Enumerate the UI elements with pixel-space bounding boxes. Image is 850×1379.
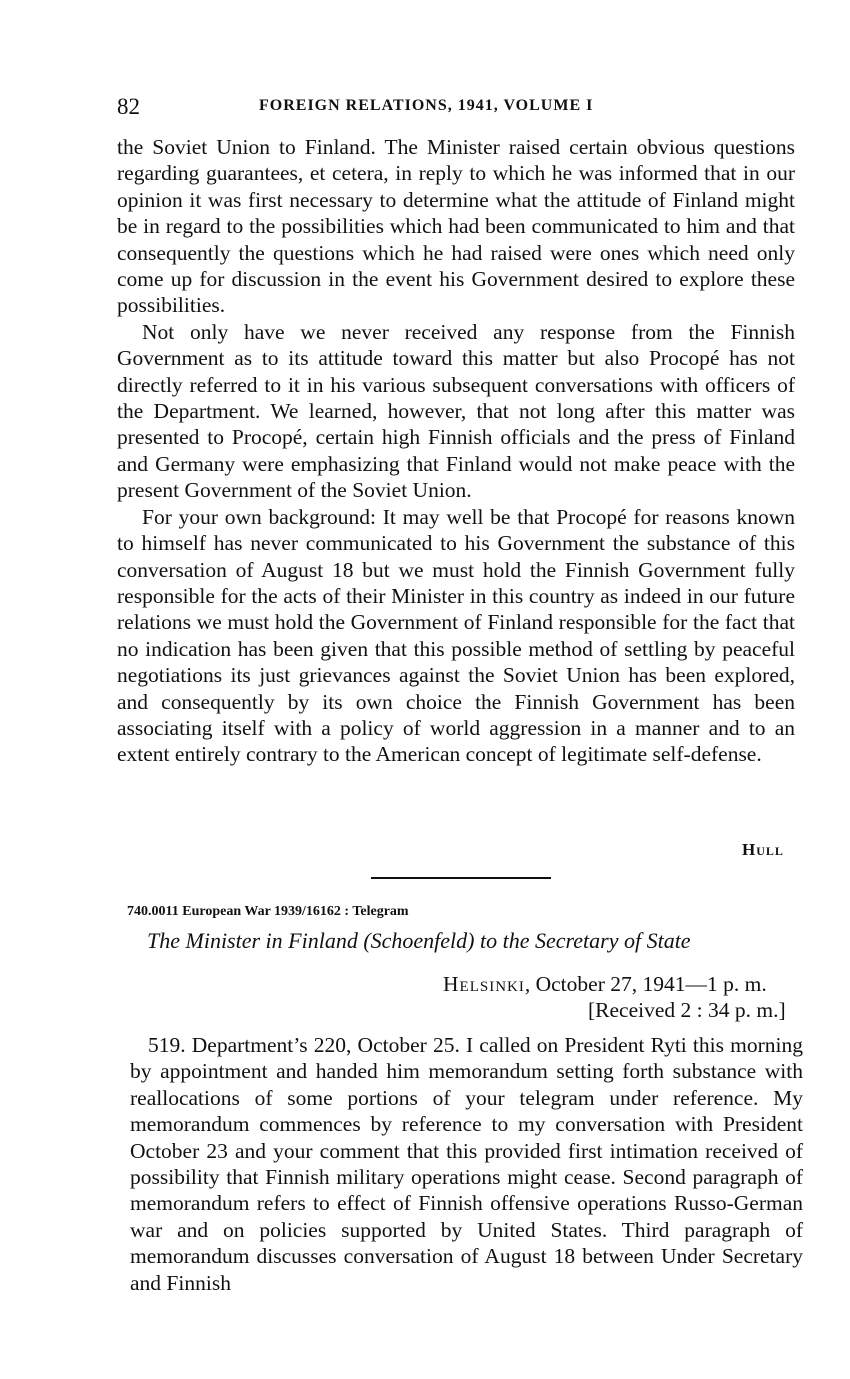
letter-paragraph: For your own background: It may well be that Procopé for reasons known to himself has never communicated to his Government the substance of this conversation of August 18 but we must hold the Finnish Government fully responsible for the acts of their Minister in this country as indeed in our future relations we must hold the Government of Finland responsible for the fact that no indication has been given that this possible method of settling by peaceful negotiations its just grievances against the Soviet Union has been explored, and consequently by its own choice the Finnish Government has been associating itself with a policy of world aggression in a manner and to an extent entirely contrary to the American concept of legitimate self-defense. [117,504,795,767]
letter-paragraph: the Soviet Union to Finland. The Minister raised certain obvious questions regarding guarantees, et cetera, in reply to which he was informed that in our opinion it was first necessary to determine what the attitude of Finland might be in regard to the possibilities which had been communicated to him and that consequently the questions which he had raised were ones which need only come up for discussion in the event his Government desired to explore these possibilities. [117,135,795,318]
letter-body [117,134,795,768]
received-time: [Received 2 : 34 p. m.] [588,998,786,1022]
document-title: The Minister in Finland (Schoenfeld) to the Secretary of State [147,928,691,953]
page-header [117,94,807,124]
signature: Hull [742,840,784,859]
file-reference: 740.0011 European War 1939/16162 : Telegram [127,904,409,919]
dateline-date: , October 27, 1941—1 p. m. [524,972,767,996]
letter-paragraph: Not only have we never received any response from the Finnish Government as to its attitude toward this matter but also Procopé has not directly referred to it in his various subsequent conversations with officers of the Department. We learned, however, that not long after this matter was presented to Procopé, certain high Finnish officials and the press of Finland and Germany were emphasizing that Finland would not make peace with the present Government of the Soviet Union. [117,319,795,503]
dateline [443,972,767,997]
page-number: 82 [117,94,140,119]
dateline-place: Helsinki [443,972,525,996]
section-divider [371,877,551,879]
telegram-paragraph: 519. Department’s 220, October 25. I called on President Ryti this morning by appointment and handed him memorandum setting forth substance with reallocations of some portions of your telegram under reference. My memorandum commences by reference to my conversation with President October 23 and your comment that this provided first intimation received of possibility that Finnish military operations might cease. Second paragraph of memorandum refers to effect of Finnish offensive operations Russo-German war and on policies supported by United States. Third paragraph of memorandum discusses conversation of August 18 between Under Secretary and Finnish [130,1033,803,1295]
telegram-body [130,1032,803,1296]
running-head: FOREIGN RELATIONS, 1941, VOLUME I [259,97,594,114]
